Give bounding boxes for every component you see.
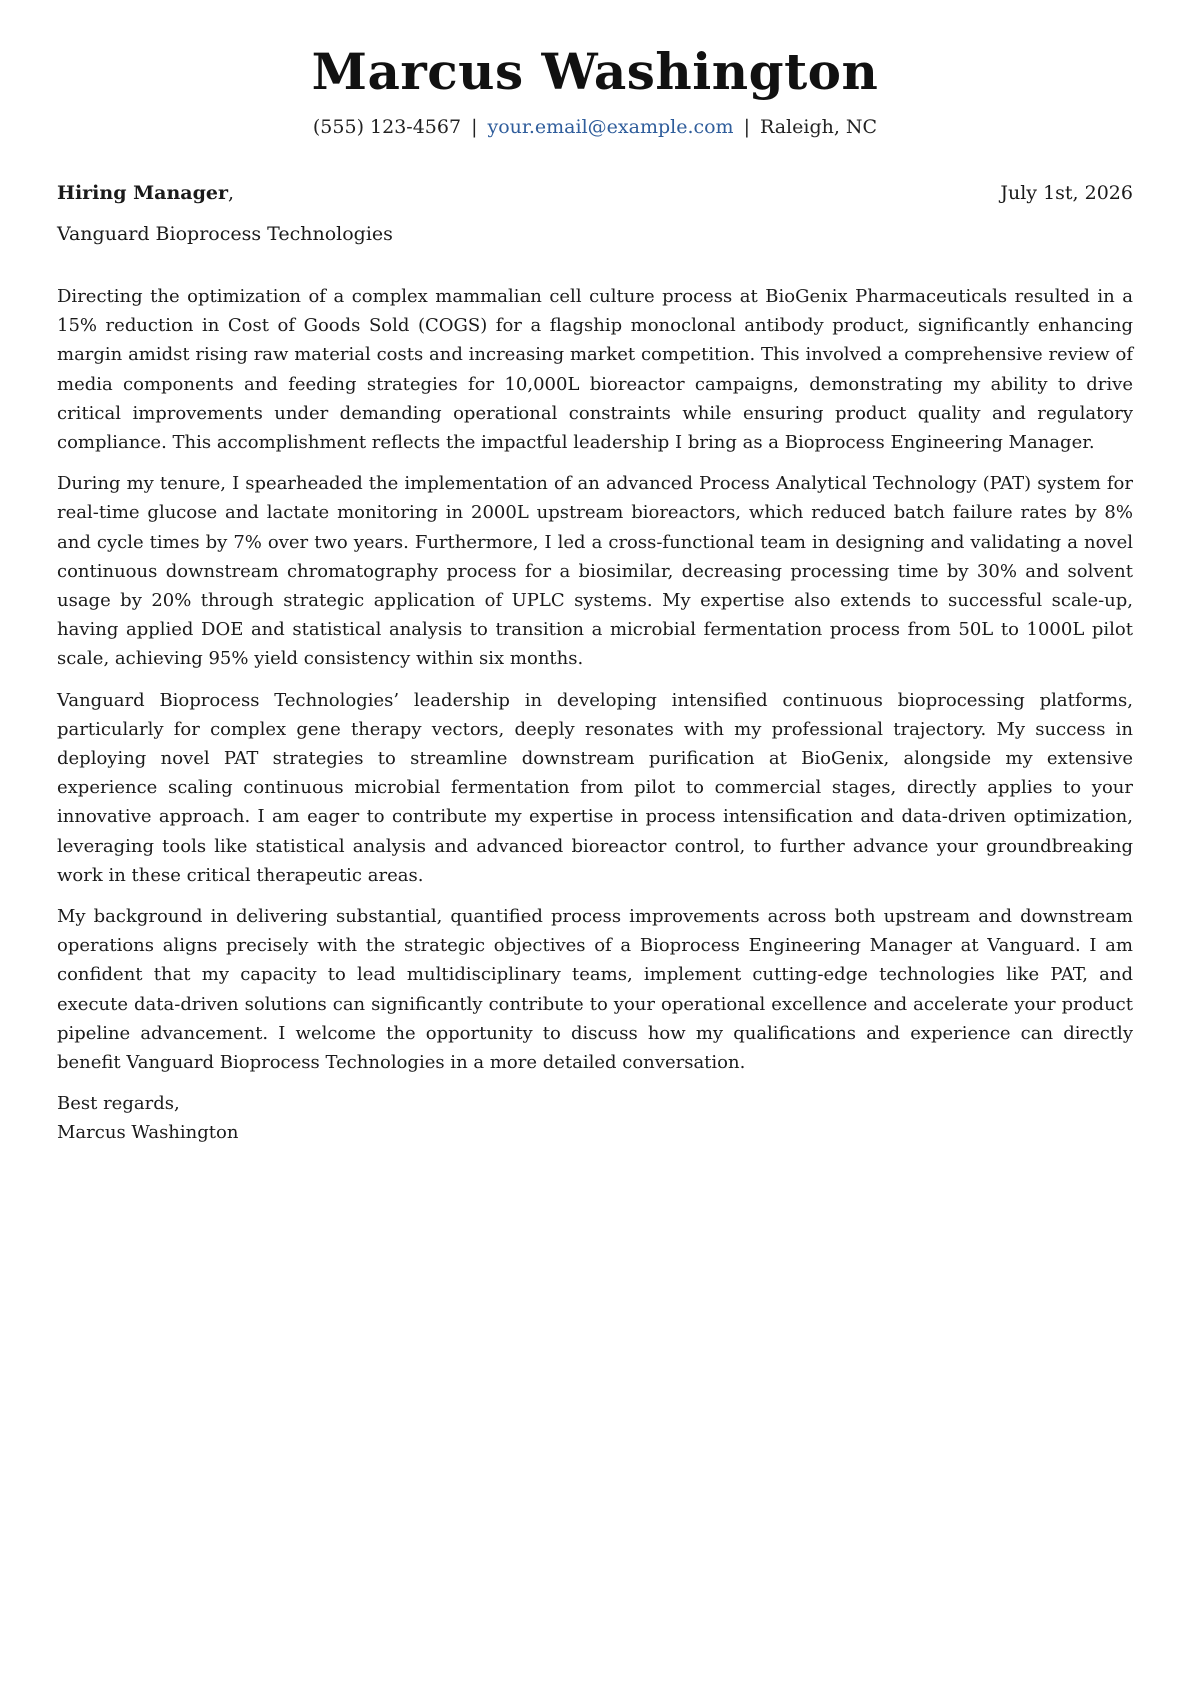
body-paragraph-1: Directing the optimization of a complex mammalian cell culture process at BioGenix Pharmaceuticals resulted in a 15% reduction in Cost of Goods Sold (COGS) for a flagship monoclonal antibody product, significantly enhancing margin amidst rising raw material costs and increasing market competition. This involved a comprehensive review of media components and feeding strategies for 10,000L bioreactor campaigns, demonstrating my ability to drive critical improvements under demanding operational constraints while ensuring product quality and regulatory compliance. This accomplishment reflects the impactful leadership I bring as a Bioprocess Engineering Manager. [57, 286, 1133, 454]
recipient-company: Vanguard Bioprocess Technologies [57, 223, 393, 245]
body-paragraph-3: Vanguard Bioprocess Technologies’ leadership in developing intensified continuous bioprocessing platforms, particularly for complex gene therapy vectors, deeply resonates with my professional trajectory. My success in deploying novel PAT strategies to streamline downstream purification at BioGenix, alongside my extensive experience scaling continuous microbial fermentation from pilot to commercial stages, directly applies to your innovative approach. I am eager to contribute my expertise in process intensification and data-driven optimization, leveraging tools like statistical analysis and advanced bioreactor control, to further advance your groundbreaking work in these critical therapeutic areas. [57, 689, 1133, 886]
recipient-title: Hiring Manager [57, 182, 228, 204]
letter-body [57, 282, 1133, 1148]
body-paragraph-4: My background in delivering substantial, quantified process improvements across both upstream and downstream operations aligns precisely with the strategic objectives of a Bioprocess Engineering Manager at Vanguard. I am confident that my capacity to lead multidisciplinary teams, implement cutting-edge technologies like PAT, and execute data-driven solutions can significantly contribute to your operational excellence and accelerate your product pipeline advancement. I welcome the opportunity to discuss how my qualifications and experience can directly benefit Vanguard Bioprocess Technologies in a more detailed conversation. [57, 906, 1133, 1074]
recipient-salutation [57, 180, 234, 206]
email-link[interactable]: your.email@example.com [487, 116, 734, 138]
body-paragraph-2: During my tenure, I spearheaded the implementation of an advanced Process Analytical Technology (PAT) system for real-time glucose and lactate monitoring in 2000L upstream bioreactors, which reduced batch failure rates by 8% and cycle times by 7% over two years. Furthermore, I led a cross-functional team in designing and validating a novel continuous downstream chromatography process for a biosimilar, decreasing processing time by 30% and solvent usage by 20% through strategic application of UPLC systems. My expertise also extends to successful scale-up, having applied DOE and statistical analysis to transition a microbial fermentation process from 50L to 1000L pilot scale, achieving 95% yield consistency within six months. [57, 473, 1133, 670]
contact-separator: | [471, 116, 478, 138]
applicant-name: Marcus Washington [311, 42, 879, 101]
closing-salutation: Best regards, [57, 1093, 180, 1115]
location: Raleigh, NC [759, 116, 878, 138]
contact-line [0, 114, 1190, 140]
recipient-title-comma: , [227, 182, 235, 204]
letter-date: July 1st, 2026 [1000, 182, 1133, 204]
recipient-row [57, 180, 1133, 206]
phone-number: (555) 123-4567 [312, 116, 462, 138]
contact-separator: | [743, 116, 750, 138]
signature-name: Marcus Washington [57, 1122, 239, 1144]
letter-closing [57, 1089, 1133, 1147]
